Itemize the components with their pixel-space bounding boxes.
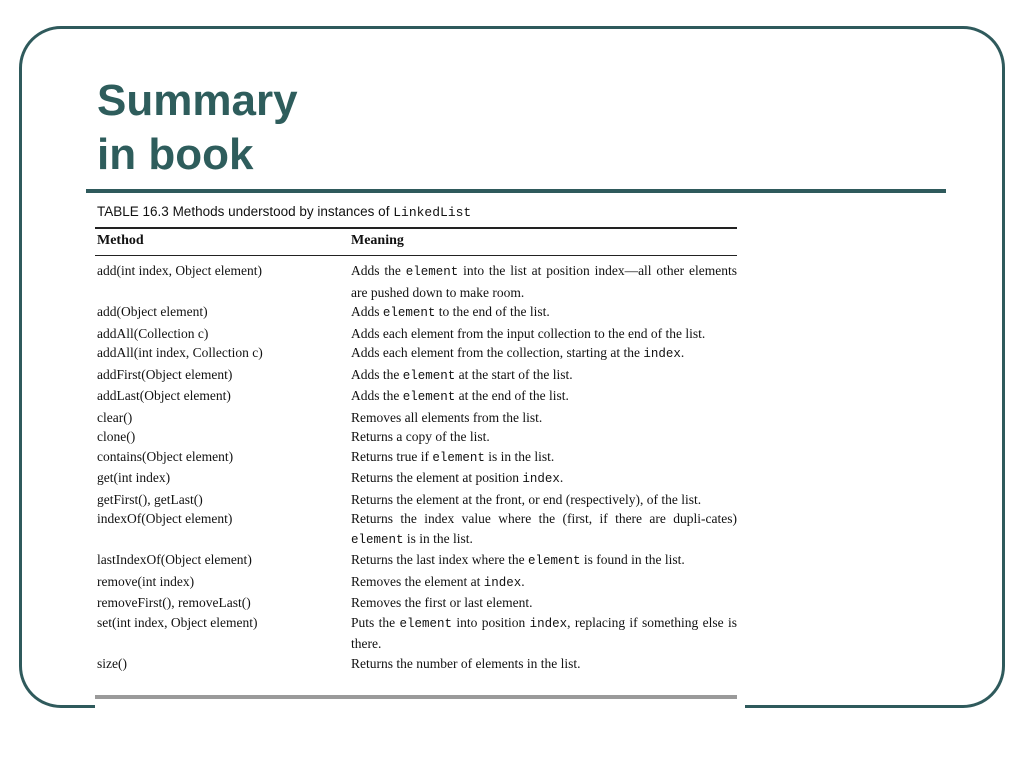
meaning-cell: Returns the element at position index. (351, 470, 564, 486)
meaning-cell: Removes the first or last element. (351, 595, 533, 610)
meaning-cell: Returns true if element is in the list. (351, 448, 555, 465)
table-row (95, 613, 737, 654)
code-term: element (527, 554, 581, 568)
table-row (95, 490, 737, 510)
table-row (95, 261, 737, 302)
meaning-cell: Adds element to the end of the list. (351, 304, 550, 320)
method-cell: remove(int index) (97, 573, 195, 589)
method-cell: addAll(int index, Collection c) (97, 345, 263, 360)
meaning-cell: Returns a copy of the list. (351, 429, 490, 444)
table-row (95, 343, 737, 365)
meaning-cell: Removes all elements from the list. (351, 409, 543, 425)
meaning-cell: Returns the element at the front, or end (respectively), of the list. (351, 491, 702, 507)
code-term: element (402, 368, 456, 383)
table-row (95, 447, 737, 469)
meaning-cell: Removes the element at index. (351, 573, 525, 590)
method-cell: addLast(Object element) (97, 388, 231, 403)
slide-title-line-2: in book (97, 130, 254, 179)
table-bottom-rule (95, 695, 737, 699)
meaning-cell: Returns the last index where the element is found in the list. (351, 552, 685, 568)
meaning-cell: Adds the element at the end of the list. (351, 388, 569, 404)
title-underline (86, 189, 946, 193)
slide-title (97, 74, 298, 182)
table-row (95, 593, 737, 613)
table-row (95, 324, 737, 344)
method-cell: add(Object element) (97, 304, 208, 319)
code-term: element (405, 265, 459, 279)
code-term: element (402, 390, 456, 404)
table-body (95, 261, 737, 673)
method-cell: addFirst(Object element) (97, 366, 233, 382)
code-term: index (643, 347, 681, 361)
method-cell: removeFirst(), removeLast() (97, 595, 251, 610)
method-cell: size() (97, 655, 127, 671)
method-cell: lastIndexOf(Object element) (97, 552, 252, 567)
table-row (95, 550, 737, 572)
method-cell: contains(Object element) (97, 448, 234, 464)
meaning-cell: Returns the index value where the (first, if there are dupli-cates) element is in the list. (351, 511, 737, 547)
meaning-cell: Puts the element into position index, replacing if something else is there. (351, 614, 737, 651)
code-term: element (432, 450, 485, 465)
table-row (95, 365, 737, 387)
column-header-meaning: Meaning (351, 233, 404, 248)
code-term: element (399, 616, 452, 631)
slide-title-line-1: Summary (97, 76, 298, 125)
meaning-cell: Adds the element into the list at position index—all other elements are pushed down to make room. (351, 263, 737, 300)
meaning-cell: Adds each element from the collection, starting at the index. (351, 345, 685, 361)
table-row (95, 509, 737, 550)
table-row (95, 654, 737, 674)
method-cell: indexOf(Object element) (97, 511, 233, 526)
table-caption (97, 204, 471, 220)
method-cell: clear() (97, 409, 133, 425)
table-row (95, 468, 737, 490)
code-term: index (522, 472, 560, 486)
method-cell: add(int index, Object element) (97, 263, 262, 278)
method-cell: get(int index) (97, 470, 171, 485)
method-cell: addAll(Collection c) (97, 325, 209, 341)
meaning-cell: Returns the number of elements in the list. (351, 655, 581, 671)
code-term: element (382, 306, 436, 320)
column-header-method: Method (97, 233, 144, 248)
method-cell: clone() (97, 429, 136, 444)
table-caption-class: LinkedList (393, 205, 472, 220)
meaning-cell: Adds the element at the start of the list. (351, 366, 573, 383)
table-header-rule (95, 255, 737, 256)
meaning-cell: Adds each element from the input collection to the end of the list. (351, 325, 706, 341)
table-row (95, 427, 737, 447)
table-row (95, 408, 737, 428)
table-row (95, 572, 737, 594)
code-term: element (351, 532, 404, 547)
book-table-image (95, 197, 745, 709)
method-cell: set(int index, Object element) (97, 614, 258, 630)
code-term: index (483, 575, 522, 590)
table-caption-label: TABLE 16.3 (97, 204, 169, 219)
code-term: index (529, 616, 568, 631)
method-cell: getFirst(), getLast() (97, 491, 203, 507)
table-top-rule (95, 227, 737, 229)
table-row (95, 386, 737, 408)
table-row (95, 302, 737, 324)
table-caption-text: Methods understood by instances of (172, 204, 390, 219)
